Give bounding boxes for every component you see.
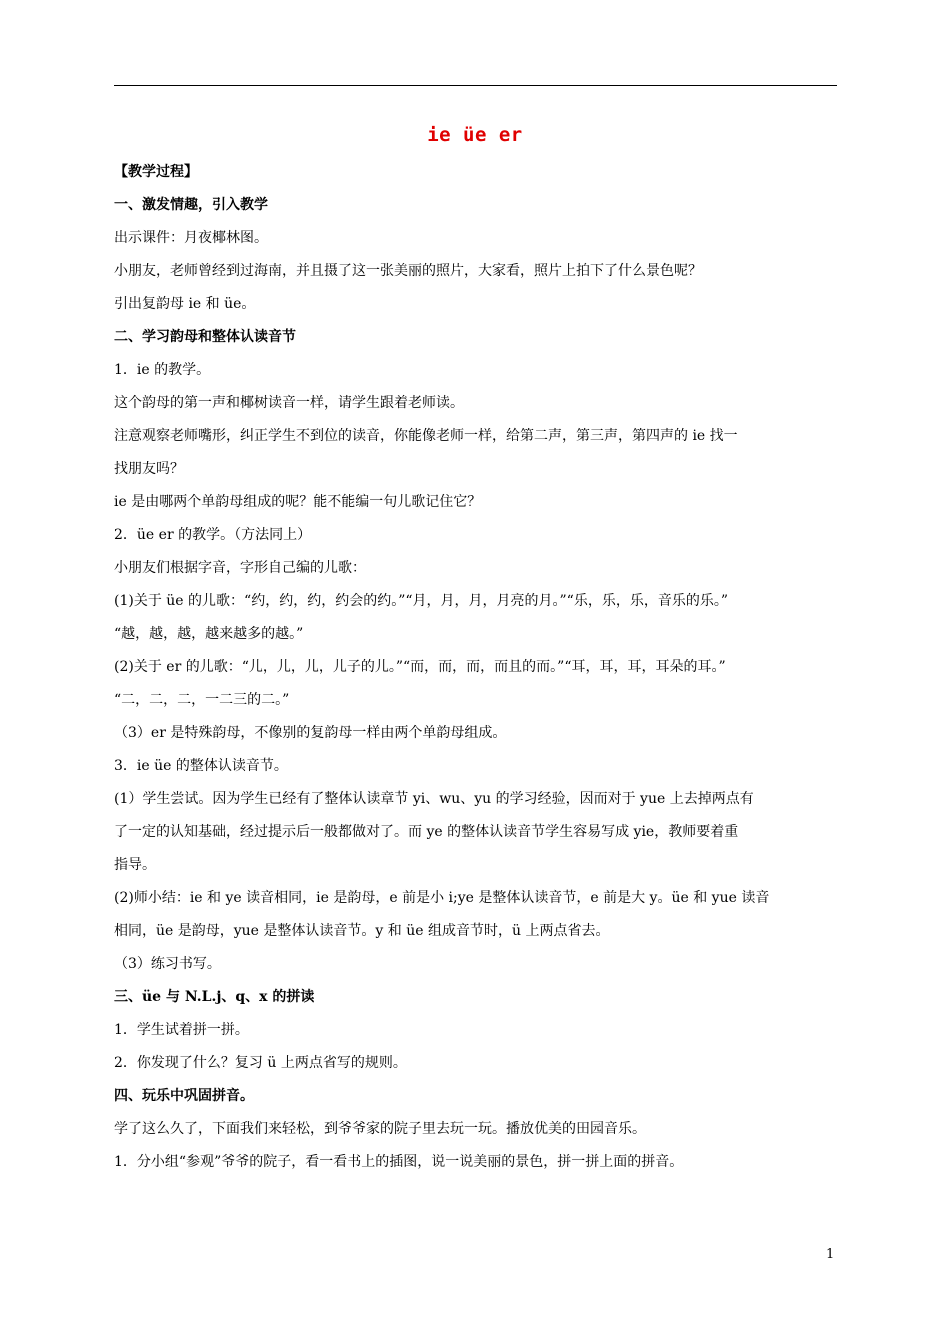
section-heading: 【教学过程】 [114, 164, 198, 180]
body-line: 小朋友，老师曾经到过海南，并且摄了这一张美丽的照片，大家看，照片上拍下了什么景色呢？ [114, 263, 702, 279]
body-line: 1．学生试着拼一拼。 [114, 1022, 249, 1038]
body-line: 找朋友吗？ [114, 461, 184, 477]
body-line: 出示课件：月夜椰林图。 [114, 230, 268, 246]
body-line: 学了这么久了，下面我们来轻松，到爷爷家的院子里去玩一玩。播放优美的田园音乐。 [114, 1121, 646, 1137]
body-line: 了一定的认知基础，经过提示后一般都做对了。而 ye 的整体认读音节学生容易写成 yie，教师要着重 [114, 824, 739, 840]
body-line: 1．分小组“参观”爷爷的院子，看一看书上的插图，说一说美丽的景色，拼一拼上面的拼音。 [114, 1154, 684, 1170]
body-line: 3．ie üe 的整体认读音节。 [114, 758, 288, 774]
body-line: 2．你发现了什么？复习 ü 上两点省写的规则。 [114, 1055, 407, 1071]
body-line: 1．ie 的教学。 [114, 362, 211, 378]
body-line: 2．üe er 的教学。（方法同上） [114, 527, 312, 543]
body-line: 相同，üe 是韵母，yue 是整体认读音节。y 和 üe 组成音节时，ü 上两点省去。 [114, 923, 610, 939]
body-line: 指导。 [114, 857, 156, 873]
section-heading: 三、üe 与 N.L.j、q、x 的拼读 [114, 989, 315, 1005]
body-line: 小朋友们根据字音，字形自己编的儿歌： [114, 560, 366, 576]
body-line: ie 是由哪两个单韵母组成的呢？能不能编一句儿歌记住它？ [114, 494, 482, 510]
document-body [114, 156, 838, 1179]
body-line: （3）er 是特殊韵母，不像别的复韵母一样由两个单韵母组成。 [114, 725, 507, 741]
section-heading: 四、玩乐中巩固拼音。 [114, 1088, 254, 1104]
body-line: （3）练习书写。 [114, 956, 221, 972]
section-heading: 二、学习韵母和整体认读音节 [114, 329, 296, 345]
body-line: 这个韵母的第一声和椰树读音一样，请学生跟着老师读。 [114, 395, 464, 411]
body-line: “越，越，越，越来越多的越。” [114, 626, 304, 642]
body-line: “二，二，二，一二三的二。” [114, 692, 290, 708]
section-heading: 一、激发情趣，引入教学 [114, 197, 268, 213]
body-line: (2)关于 er 的儿歌：“儿，儿，儿，儿子的儿。”“而，而，而，而且的而。”“耳，耳，耳，耳朵的耳。” [114, 659, 726, 675]
body-line: (1)关于 üe 的儿歌：“约，约，约，约会的约。”“月，月，月，月亮的月。”“乐，乐，乐，音乐的乐。” [114, 593, 728, 609]
body-line: 注意观察老师嘴形，纠正学生不到位的读音，你能像老师一样，给第二声，第三声，第四声的 ie 找一 [114, 428, 738, 444]
header-rule [114, 85, 837, 86]
document-title: ie üe er [427, 124, 523, 146]
body-line: 引出复韵母 ie 和 üe。 [114, 296, 256, 312]
body-line: (1）学生尝试。因为学生已经有了整体认读章节 yi、wu、yu 的学习经验，因而对于 yue 上去掉两点有 [114, 791, 754, 807]
page-number: 1 [826, 1247, 835, 1262]
body-line: (2)师小结：ie 和 ye 读音相同，ie 是韵母，e 前是小 i;ye 是整体认读音节，e 前是大 y。üe 和 yue 读音 [114, 890, 770, 906]
